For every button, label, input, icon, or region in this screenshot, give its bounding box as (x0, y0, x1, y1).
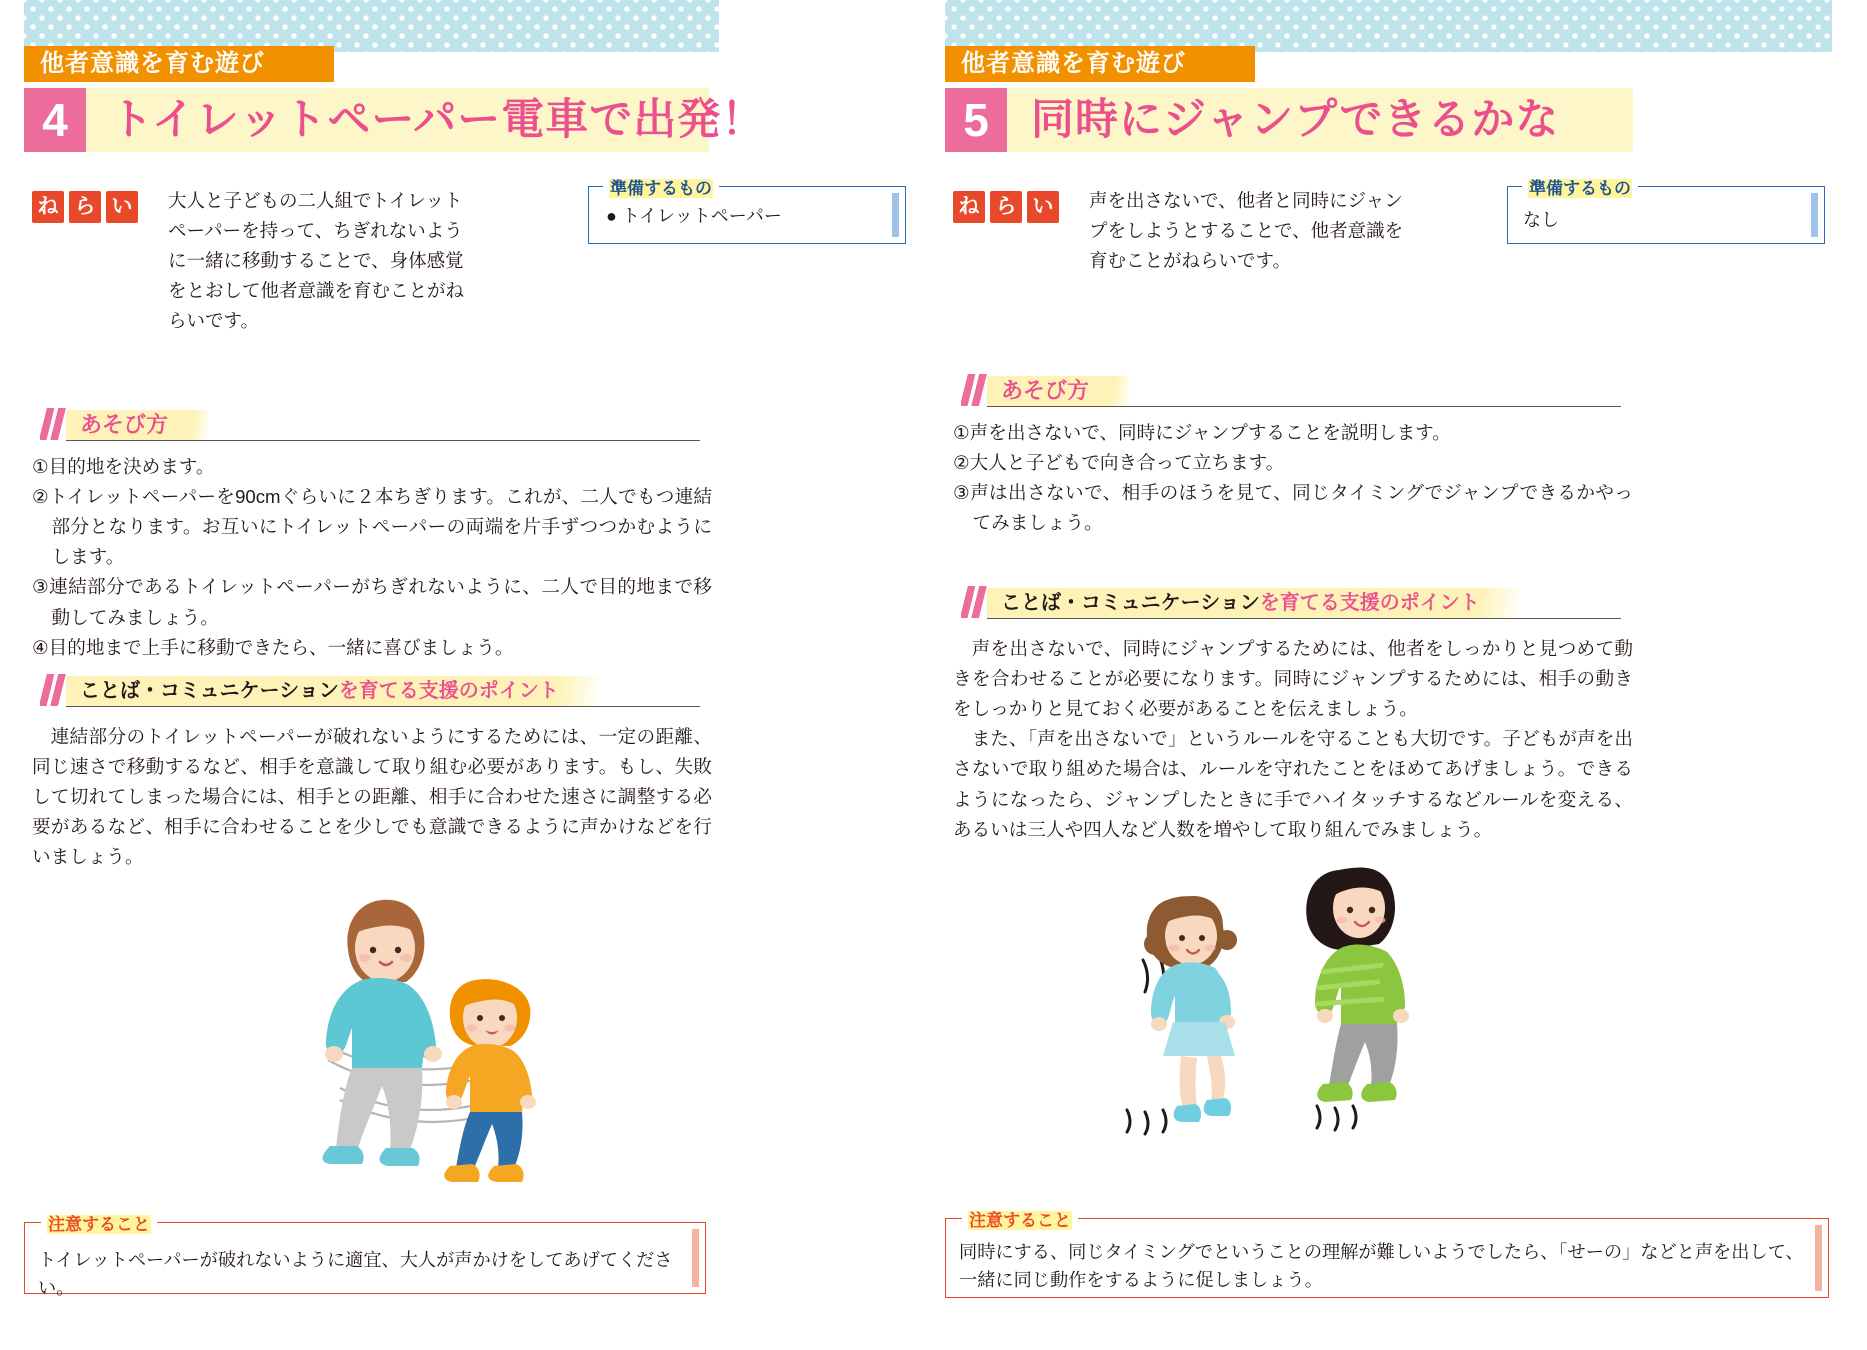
nerai-char-3: い (106, 191, 138, 223)
prepare-item-right: なし (1523, 210, 1559, 230)
caution-text-left: トイレットペーパーが破れないように適宜、大人が声かけをしてあげてください。 (38, 1250, 673, 1299)
decorative-dot-band-left (24, 0, 719, 52)
section-rule-left (66, 440, 700, 441)
prepare-label-right (1522, 174, 1638, 199)
play-step-1-left: ①目的地を決めます。 (32, 456, 215, 477)
activity-number-right: 5 (945, 88, 1007, 152)
point-heading-plain-left: ことば・コミュニケーション (80, 680, 339, 702)
nerai-char-1: ね (32, 191, 64, 223)
caution-label-text-left: 注意すること (48, 1215, 150, 1234)
point-paragraph-2-right: また、「声を出さないで」というルールを守ることも大切です。子どもが声を出さないで取り組めた場合は、ルールを守れたことをほめてあげましょう。できるようになったら、ジャンプしたときに手でハイタッチするなどルールを変える、あるいは三人や四人など人数を増やして取り組んでみましょう。 (953, 728, 1633, 840)
play-step-3-right: ③声は出さないで、相手のほうを見て、同じタイミングでジャンプできるかやってみましょう。 (953, 482, 1633, 534)
activity-title-right: 同時にジャンプできるかな (1031, 96, 1560, 144)
category-tab-right: 他者意識を育む遊び (945, 46, 1255, 82)
section-play-heading-right: あそび方 (987, 376, 1129, 406)
nerai-char-3: い (1027, 191, 1059, 223)
section-rule-point-left (66, 706, 700, 707)
caution-label-left (41, 1210, 157, 1235)
point-paragraph-1-right: 声を出さないで、同時にジャンプするためには、他者をしっかりと見つめて動きを合わせることが必要になります。同時にジャンプするためには、相手の動きをしっかりと見ておく必要があることを伝えましょう。 (953, 638, 1633, 720)
nerai-badge-right (953, 190, 1059, 224)
category-tab-left: 他者意識を育む遊び (24, 46, 334, 82)
section-point-left (40, 676, 700, 706)
section-rule-point-right (987, 618, 1621, 619)
point-body-right (953, 634, 1633, 845)
play-step-1-right: ①声を出さないで、同時にジャンプすることを説明します。 (953, 422, 1451, 443)
nerai-char-1: ね (953, 191, 985, 223)
section-play-right (961, 376, 1621, 406)
nerai-badge-left (32, 190, 138, 224)
point-heading-accent-left: を育てる支援のポイント (338, 680, 559, 702)
section-play-left (40, 410, 700, 440)
activity-title-left: トイレットペーパー電車で出発！ (110, 96, 766, 144)
activity-number-left: 4 (24, 88, 86, 152)
caution-label-right (962, 1206, 1078, 1231)
point-heading-accent-right: を育てる支援のポイント (1259, 592, 1480, 614)
point-heading-plain-right: ことば・コミュニケーション (1001, 592, 1260, 614)
point-body-left (32, 722, 712, 873)
nerai-text-right: 声を出さないで、他者と同時にジャンプをしようとすることで、他者意識を育むことがねらいです。 (1089, 190, 1404, 271)
nerai-char-2: ら (69, 191, 101, 223)
caution-text-right: 同時にする、同じタイミングでということの理解が難しいようでしたら、「せーの」などと声を出して、一緒に同じ動作をするように促しましょう。 (959, 1242, 1804, 1291)
title-bar-left (24, 88, 766, 152)
caution-label-text-right: 注意すること (969, 1211, 1071, 1230)
prepare-item-left: ● トイレットペーパー (606, 206, 782, 226)
nerai-text-left-part (168, 186, 468, 336)
illustration-two-children-jumping-together (1103, 840, 1493, 1200)
play-steps-left (32, 452, 712, 663)
page-left (0, 0, 933, 1350)
section-point-heading-right (987, 588, 1520, 618)
title-bar-right (945, 88, 1633, 152)
section-point-right (961, 588, 1621, 618)
illustration-adult-and-child-walking-with-toilet-paper (270, 862, 640, 1192)
play-step-2-right: ②大人と子どもで向き合って立ちます。 (953, 452, 1285, 474)
decorative-dot-band-right (945, 0, 1832, 52)
section-point-heading-left (66, 676, 599, 706)
nerai-text-left: 大人と子どもの二人組でトイレットペーパーを持って、ちぎれないように一緒に移動することで、身体感覚をとおして他者意識を育むことがねらいです。 (168, 190, 465, 331)
section-play-heading-left: あそび方 (66, 410, 208, 440)
play-step-2-left: ②トイレットペーパーを90cmぐらいに２本ちぎります。これが、二人でもつ連結部分となります。お互いにトイレットペーパーの両端を片手ずつつかむようにします。 (32, 486, 712, 568)
nerai-text-right-part (1089, 186, 1409, 276)
prepare-label-left (603, 174, 719, 199)
play-steps-right (953, 418, 1633, 538)
play-step-3-left: ③連結部分であるトイレットペーパーがちぎれないように、二人で目的地まで移動してみましょう。 (32, 576, 712, 628)
prepare-label-text-right: 準備するもの (1529, 179, 1631, 198)
point-paragraph-1-left: 連結部分のトイレットペーパーが破れないようにするためには、一定の距離、同じ速さで移動するなど、相手を意識して取り組む必要があります。もし、失敗して切れてしまった場合には、相手との距離、相手に合わせた速さに調整する必要があるなど、相手に合わせることを少しでも意識できるように声かけなどを行いましょう。 (32, 726, 712, 868)
section-rule-play-right (987, 406, 1621, 407)
play-step-4-left: ④目的地まで上手に移動できたら、一緒に喜びましょう。 (32, 636, 514, 658)
prepare-label-text-left: 準備するもの (610, 179, 712, 198)
page-right (933, 0, 1866, 1350)
nerai-char-2: ら (990, 191, 1022, 223)
